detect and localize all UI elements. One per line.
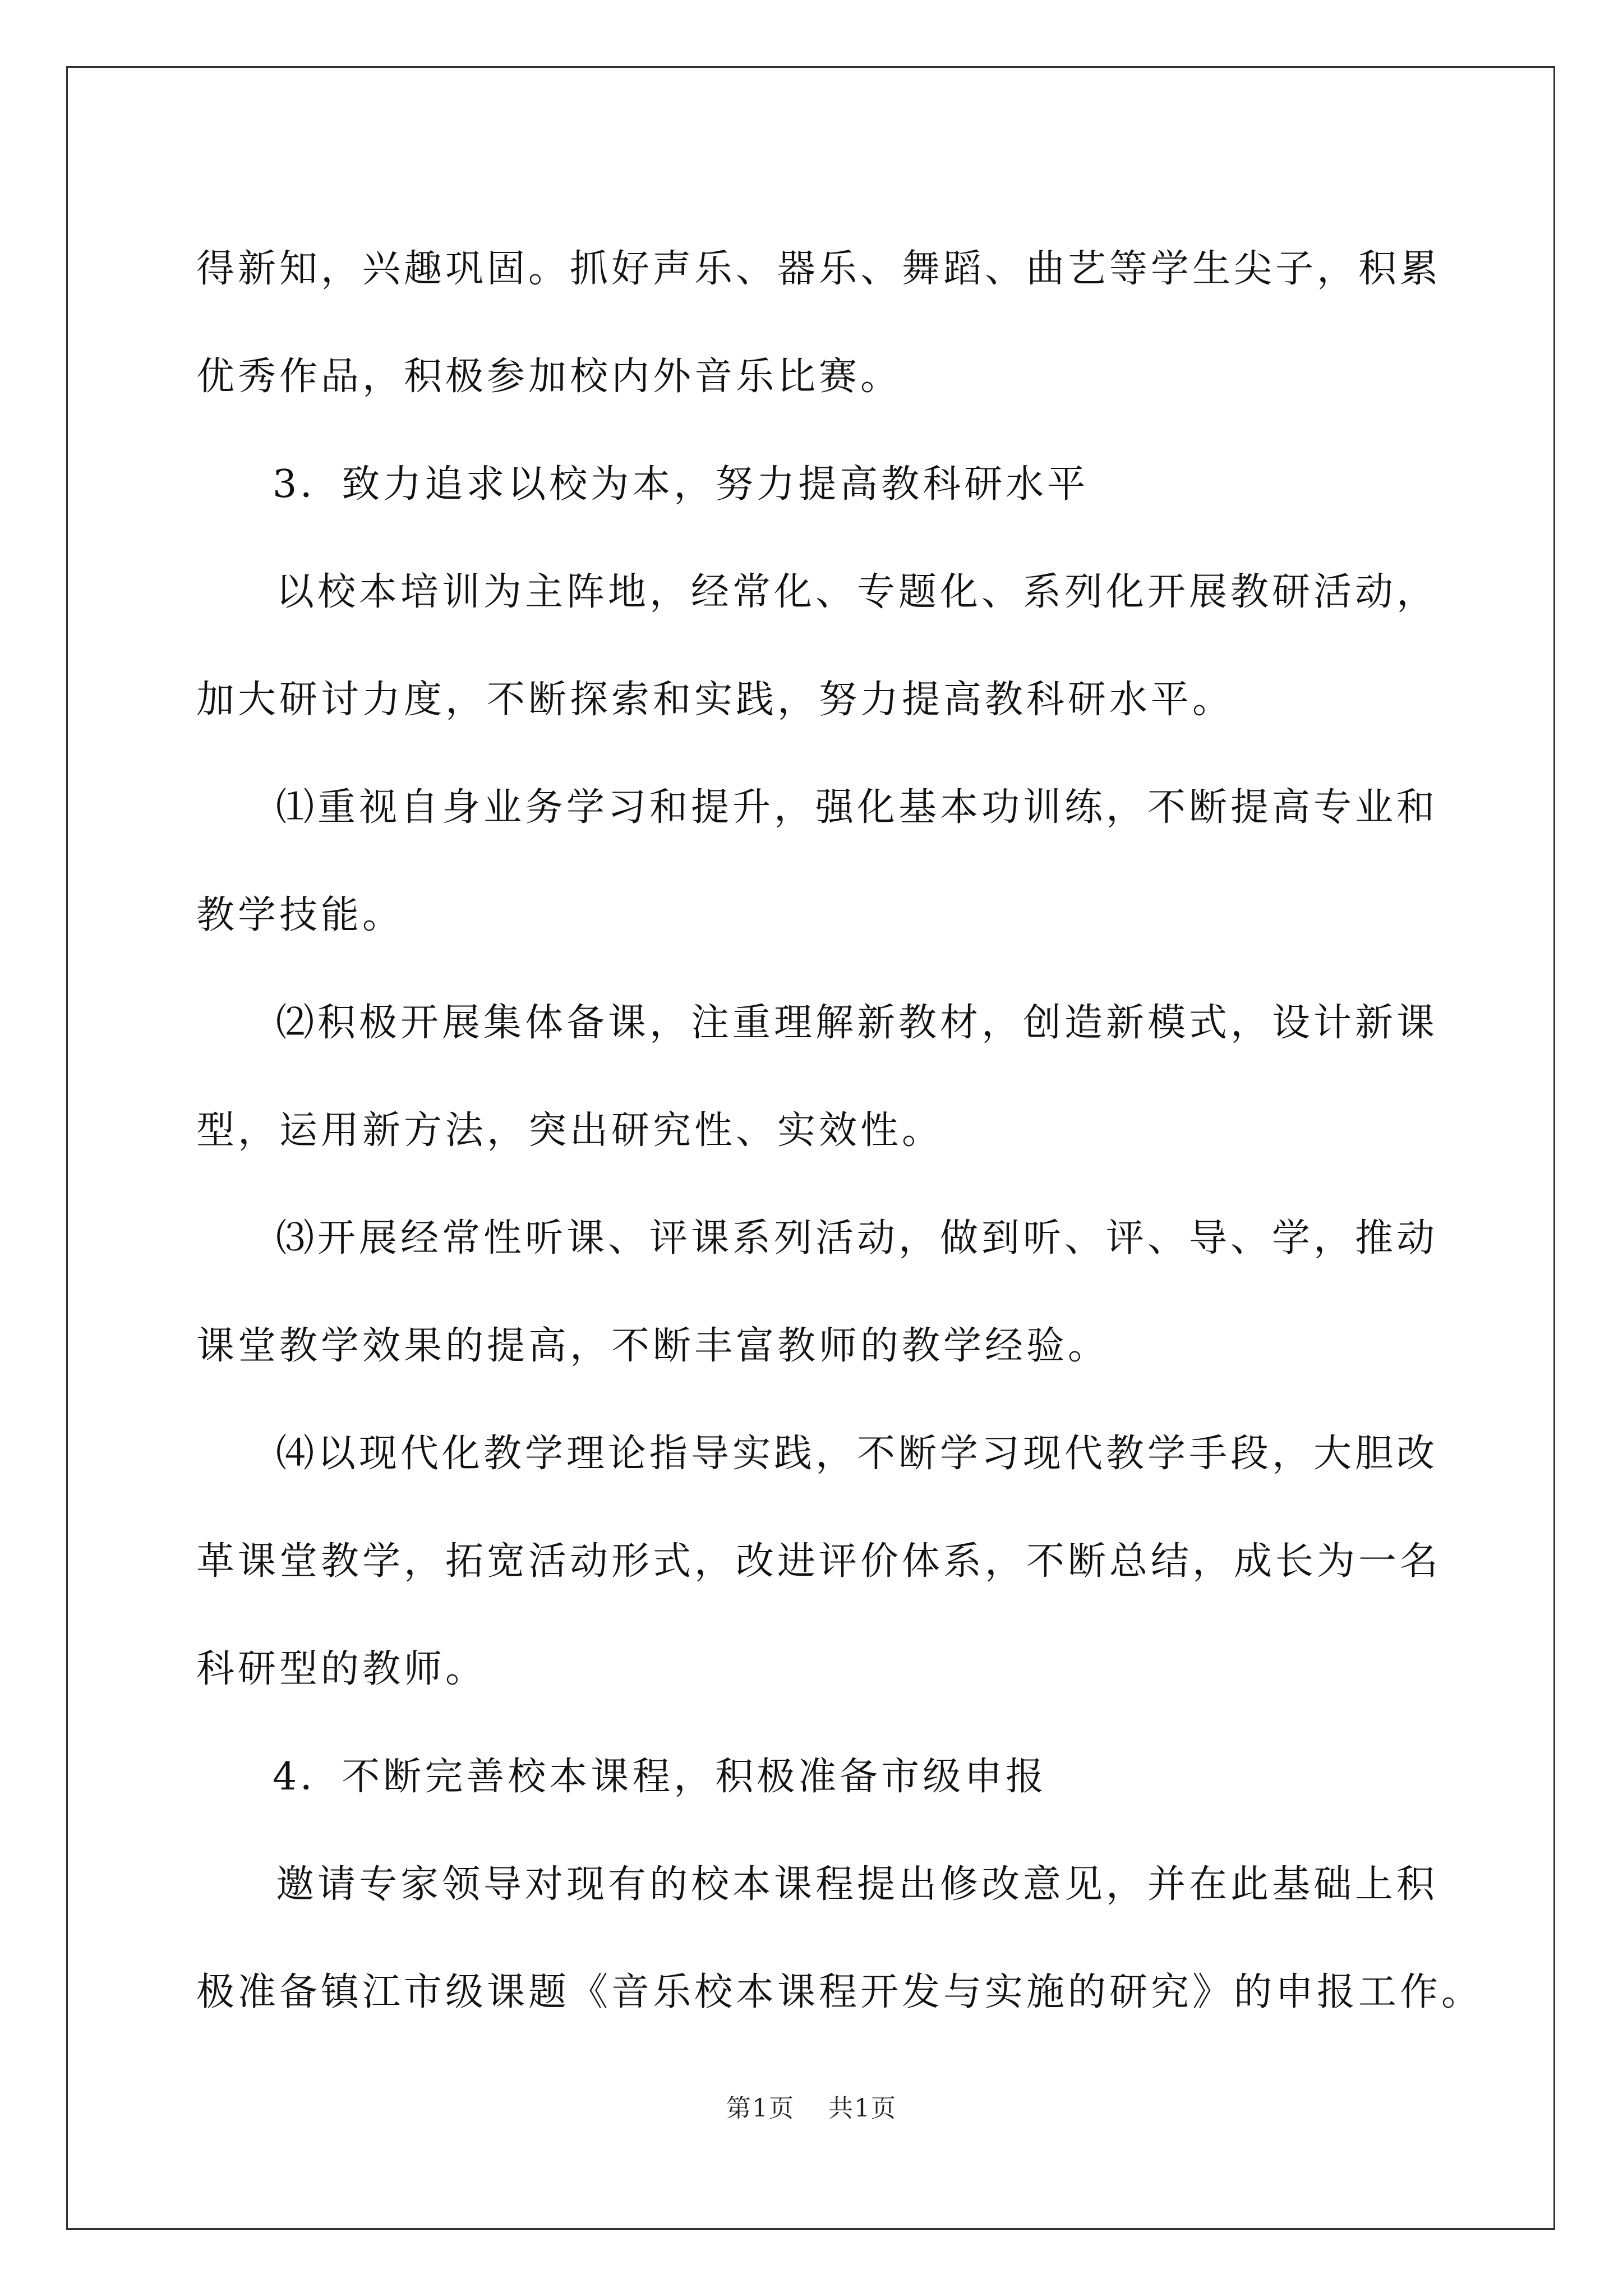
text-line: 以校本培训为主阵地，经常化、专题化、系列化开展教研活动， bbox=[276, 570, 1438, 614]
page-total: 共1页 bbox=[828, 2094, 897, 2123]
list-item: ⑷以现代化教学理论指导实践，不断学习现代教学手段，大胆改 bbox=[276, 1432, 1438, 1476]
text-line: 科研型的教师。 bbox=[196, 1647, 487, 1691]
text-line: 教学技能。 bbox=[196, 893, 404, 937]
text-line: 邀请专家领导对现有的校本课程提出修改意见，并在此基础上积 bbox=[276, 1862, 1438, 1907]
text-line: 革课堂教学，拓宽活动形式，改进评价体系，不断总结，成长为一名 bbox=[196, 1539, 1442, 1584]
list-item: ⑶开展经常性听课、评课系列活动，做到听、评、导、学，推动 bbox=[276, 1216, 1438, 1260]
section-heading: 4．不断完善校本课程，积极准备市级申报 bbox=[273, 1755, 1048, 1799]
text-line: 型，运用新方法，突出研究性、实效性。 bbox=[196, 1108, 944, 1153]
list-item: ⑵积极开展集体备课，注重理解新教材，创造新模式，设计新课 bbox=[276, 1001, 1438, 1045]
section-heading: 3．致力追求以校为本，努力提高教科研水平 bbox=[273, 462, 1089, 507]
page-footer bbox=[0, 2088, 1623, 2124]
text-line: 课堂教学效果的提高，不断丰富教师的教学经验。 bbox=[196, 1324, 1110, 1368]
text-line: 优秀作品，积极参加校内外音乐比赛。 bbox=[196, 355, 902, 399]
document-body bbox=[196, 215, 1483, 2046]
text-line: 极准备镇江市级课题《音乐校本课程开发与实施的研究》的申报工作。 bbox=[196, 1970, 1483, 2014]
text-line: 得新知，兴趣巩固。抓好声乐、器乐、舞蹈、曲艺等学生尖子，积累 bbox=[196, 247, 1442, 291]
page-number: 第1页 bbox=[726, 2094, 795, 2123]
text-line: 加大研讨力度，不断探索和实践，努力提高教科研水平。 bbox=[196, 678, 1234, 722]
list-item: ⑴重视自身业务学习和提升，强化基本功训练，不断提高专业和 bbox=[276, 785, 1438, 830]
